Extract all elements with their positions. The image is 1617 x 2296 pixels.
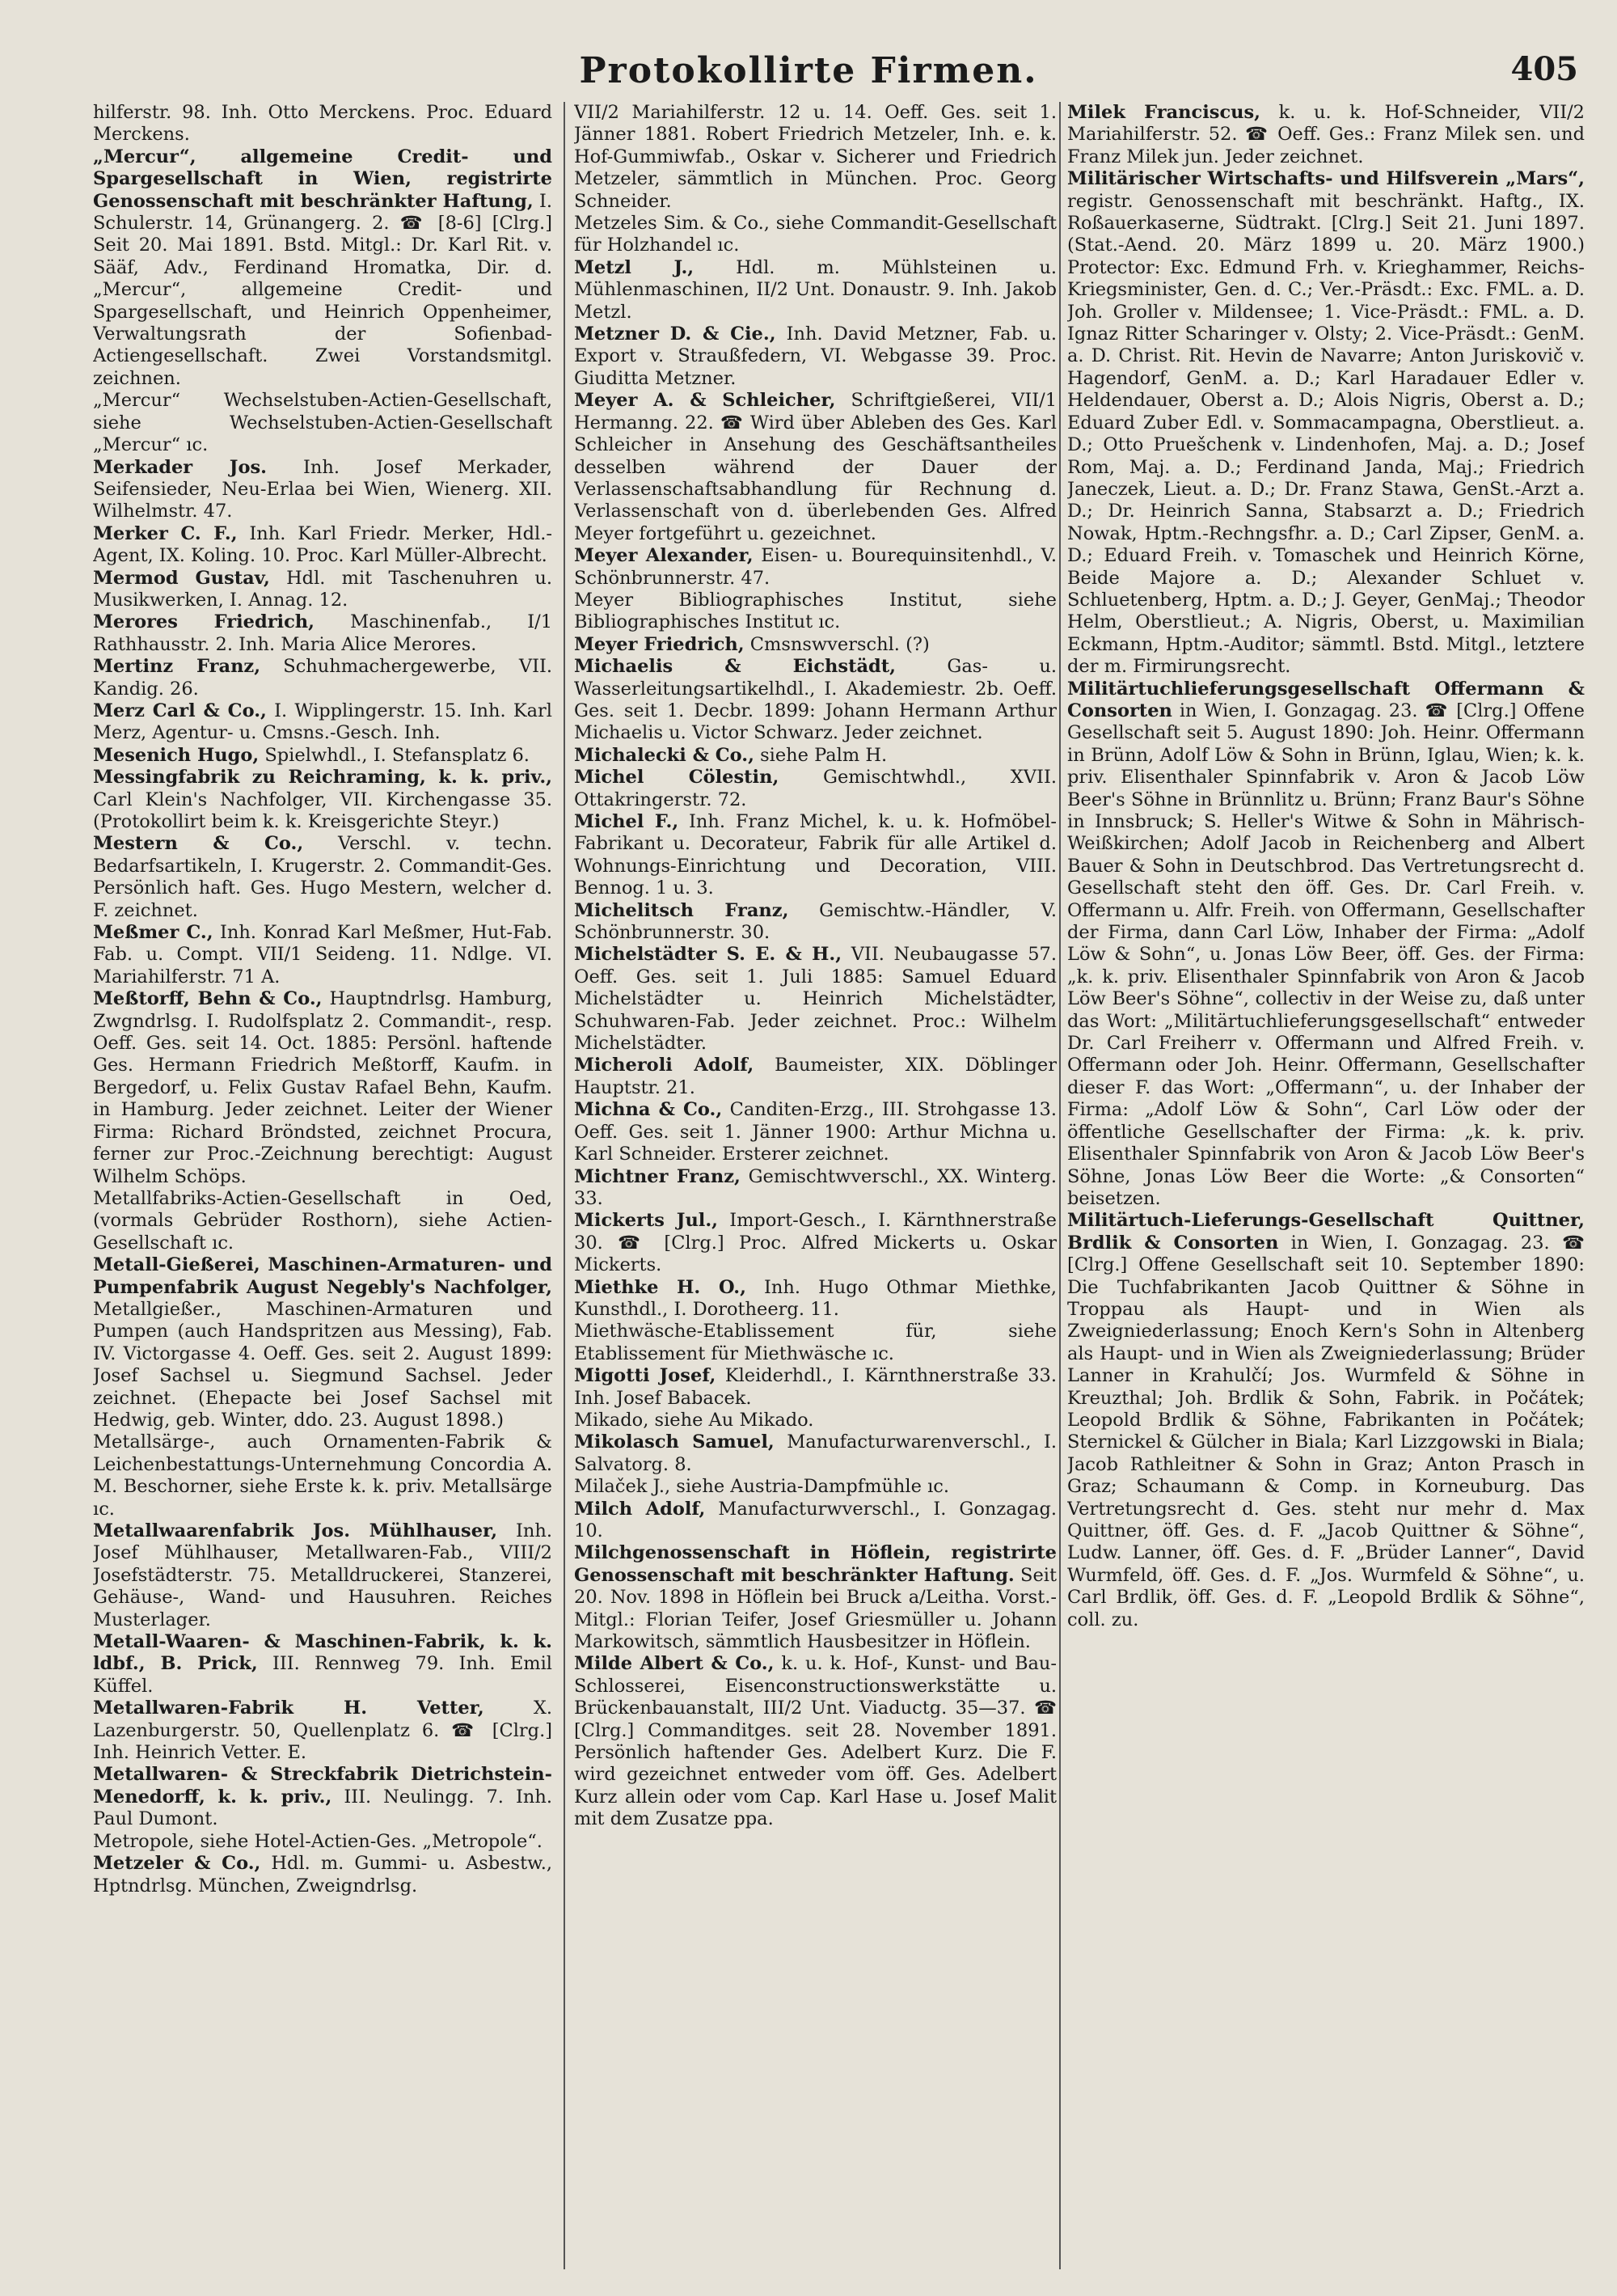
directory-entry bbox=[574, 1166, 1057, 1211]
entry-details: Cmsnswverschl. (?) bbox=[749, 633, 930, 655]
firm-name: Miethke H. O., bbox=[574, 1276, 746, 1298]
directory-entry bbox=[574, 900, 1057, 945]
directory-entry bbox=[93, 1254, 552, 1431]
firm-name: „Mercur“, allgemeine Credit- und Spargesellschaft in Wien, registrirte Genossenschaft mit beschränkter Haftung, bbox=[93, 146, 552, 212]
firm-name: Michna & Co., bbox=[574, 1099, 723, 1121]
column-divider bbox=[1059, 102, 1061, 2269]
directory-entry bbox=[574, 590, 1057, 634]
firm-name: Metallwaarenfabrik Jos. Mühlhauser, bbox=[93, 1520, 498, 1541]
firm-name: Micheroli Adolf, bbox=[574, 1055, 754, 1076]
firm-name: Messingfabrik zu Reichraming, k. k. priv., bbox=[93, 767, 552, 789]
firm-name: Milchgenossenschaft in Höflein, registrirte Genossenschaft mit beschränkter Haftung. bbox=[574, 1542, 1057, 1586]
entry-details: VII. Neubaugasse 57. Oeff. Ges. seit 1. Juli 1885: Samuel Eduard Michelstädter u. Heinrich Michelstädter, Schuhwaren-Fab. Jeder zeichnet. Proc.: Wilhelm Michelstädter. bbox=[574, 944, 1057, 1055]
firm-name: Meßtorff, Behn & Co., bbox=[93, 988, 323, 1010]
entry-details: Import-Gesch., I. Kärnthnerstraße 30. ☎ [Clrg.] Proc. Alfred Mickerts u. Oskar Mickerts. bbox=[574, 1210, 1057, 1276]
directory-entry bbox=[574, 1055, 1057, 1099]
directory-entry bbox=[93, 102, 552, 146]
firm-name: Michel F., bbox=[574, 811, 679, 832]
firm-name: Metzner D. & Cie., bbox=[574, 323, 776, 345]
entry-details: Metallgießer., Maschinen-Armaturen und Pumpen (auch Handspritzen aus Messing), Fab. IV. Victorgasse 4. Oeff. Ges. seit 2. August 1899: Josef Sachsel u. Siegmund Sachsel. Jeder zeichnet. (Ehepacte bei Josef Sachsel mit Hedwig, geb. Winter, ddo. 23. August 1898.) bbox=[93, 1298, 552, 1431]
column-middle bbox=[574, 102, 1057, 2277]
firm-name: Metall-Waaren- & Maschinen-Fabrik, k. k. ldbf., B. Prick, bbox=[93, 1631, 552, 1675]
entry-details: Metallsärge-, auch Ornamenten-Fabrik & Leichenbestattungs-Unternehmung Concordia A. M. Beschorner, siehe Erste k. k. priv. Metallsärge ıc. bbox=[93, 1431, 552, 1520]
firm-name: Metzl J., bbox=[574, 256, 695, 278]
entry-details: Gemischtw.-Händler, V. Schönbrunnerstr. 30. bbox=[574, 899, 1057, 944]
directory-entry bbox=[574, 257, 1057, 323]
directory-entry bbox=[93, 1853, 552, 1897]
firm-name: Migotti Josef, bbox=[574, 1365, 716, 1387]
page-header bbox=[0, 50, 1617, 107]
firm-name: Michelstädter S. E. & H., bbox=[574, 944, 842, 966]
entry-details: Inh. Konrad Karl Meßmer, Hut-Fab. Fab. u. Compt. VII/1 Seideng. 11. Ndlge. VI. Mariahilferstr. 71 A. bbox=[93, 922, 552, 987]
entry-details: „Mercur“ Wechselstuben-Actien-Gesellschaft, siehe Wechselstuben-Actien-Gesellschaft „Mercur“ ıc. bbox=[93, 390, 552, 456]
firm-name: Mesenich Hugo, bbox=[93, 744, 260, 766]
entry-details: I. Wipplingerstr. 15. Inh. Karl Merz, Agentur- u. Cmsns.-Gesch. Inh. bbox=[93, 700, 552, 744]
entry-details: Spielwhdl., I. Stefansplatz 6. bbox=[264, 744, 530, 766]
entry-details: Metzeles Sim. & Co., siehe Commandit-Gesellschaft für Holzhandel ıc. bbox=[574, 213, 1057, 256]
firm-name: Meyer Alexander, bbox=[574, 545, 754, 567]
entry-details: Inh. Josef Mühlhauser, Metallwaren-Fab., VIII/2 Josefstädterstr. 75. Metalldruckerei, Stanzerei, Gehäuse-, Wand- und Hausuhren. Reiches Musterlager. bbox=[93, 1520, 552, 1630]
directory-entry bbox=[574, 1099, 1057, 1165]
directory-entry bbox=[574, 811, 1057, 900]
firm-name: Metallwaren- & Streckfabrik Dietrichstein-Menedorff, k. k. priv., bbox=[93, 1764, 552, 1808]
directory-entry bbox=[93, 390, 552, 456]
directory-entry bbox=[1067, 102, 1585, 168]
entry-details: in Wien, I. Gonzagag. 23. ☎ [Clrg.] Offene Gesellschaft seit 5. August 1890: Joh. Heinr. Offermann in Brünn, Adolf Löw & Sohn in Brünn, Iglau, Wien; k. k. priv. Elisenthaler Spinnfabrik v. Aron & Jacob Löw Beer's Söhne in Brünnlitz u. Brünn; Franz Baur's Söhne in Innsbruck; S. Heller's Witwe & Sohn in Mährisch-Weißkirchen; Adolf Jacob in Reichenberg and Albert Bauer & Sohn in Deutschbrod. Das Vertretungsrecht d. Gesellschaft steht den öff. Ges. Dr. Carl Freih. v. Offermann u. Alfr. Freih. von Offermann, Gesellschafter der Firma, dann Carl Löw, Inhaber der Firma: „Adolf Löw & Sohn“, u. Jonas Löw Beer, öff. Ges. der Firma: „k. k. priv. Elisenthaler Spinnfabrik von Aron & Jacob Löw Beer's Söhne“, collectiv in der Weise zu, daß unter das Wort: „Militärtuchlieferungsgesellschaft“ entweder Dr. Carl Freiherr v. Offermann und Alfred Freih. v. Offermann oder Joh. Heinr. Offermann, Gesellschafter dieser F. das Wort: „Offermann“, u. der Inhaber der Firma: „Adolf Löw & Sohn“, Carl Löw oder der öffentliche Gesellschafter der Firma: „k. k. priv. Elisenthaler Spinnfabrik von Aron & Jacob Löw Beer's Söhne, Jonas Löw Beer die Worte: „& Consorten“ beisetzen. bbox=[1067, 700, 1585, 1209]
directory-entry bbox=[574, 1210, 1057, 1276]
firm-name: Mickerts Jul., bbox=[574, 1210, 719, 1232]
entry-details: Baumeister, XIX. Döblinger Hauptstr. 21. bbox=[574, 1055, 1057, 1098]
directory-entry bbox=[574, 767, 1057, 811]
entry-details: Seit 20. Nov. 1898 in Höflein bei Bruck a/Leitha. Vorst.-Mitgl.: Florian Teifer, Josef Griesmüller u. Johann Markowitsch, sämmtlich Hausbesitzer in Höflein. bbox=[574, 1564, 1057, 1653]
firm-name: Michtner Franz, bbox=[574, 1165, 741, 1187]
entry-details: III. Neulingg. 7. Inh. Paul Dumont. bbox=[93, 1786, 552, 1830]
firm-name: Milch Adolf, bbox=[574, 1498, 706, 1520]
entry-details: Gemischtwverschl., XX. Winterg. 33. bbox=[574, 1165, 1057, 1209]
entry-details: Miethwäsche-Etablissement für, siehe Etablissement für Miethwäsche ıc. bbox=[574, 1321, 1057, 1364]
directory-entry bbox=[574, 944, 1057, 1055]
directory-entry bbox=[93, 1698, 552, 1764]
directory-entry bbox=[574, 390, 1057, 545]
page-number: 405 bbox=[1510, 50, 1578, 88]
directory-entry bbox=[574, 656, 1057, 745]
directory-entry bbox=[1067, 679, 1585, 1211]
entry-details: in Wien, I. Gonzagag. 23. ☎ [Clrg.] Offene Gesellschaft seit 10. September 1890: Die Tuchfabrikanten Jacob Quittner & Söhne in Troppau als Haupt- und in Wien als Zweigniederlassung; Enoch Kern's Sohn in Altenberg als Haupt- und in Wien als Zweigniederlassung; Brüder Lanner in Krahulčí; Jos. Wurmfeld & Söhne in Kreuzthal; Joh. Brdlik & Sohn, Fabrik. in Počátek; Leopold Brdlik & Söhne, Fabrikanten in Počátek; Sternickel & Gülcher in Biala; Karl Lizzgowski in Biala; Jacob Rathleitner & Sohn in Graz; Anton Prasch in Graz; Schaumann & Comp. in Korneuburg. Das Vertretungsrecht d. Ges. steht nur mehr d. Max Quittner, öff. Ges. d. F. „Jacob Quittner & Söhne“, Ludw. Lanner, öff. Ges. d. F. „Brüder Lanner“, David Wurmfeld, öff. Ges. d. F. „Jos. Wurmfeld & Söhne“, u. Carl Brdlik, öff. Ges. d. F. „Leopold Brdlik & Söhne“, coll. zu. bbox=[1067, 1232, 1585, 1630]
entry-details: Schriftgießerei, VII/1 Hermanng. 22. ☎ Wird über Ableben des Ges. Karl Schleicher in Ansehung des Geschäftsantheiles desselben während der Dauer der Verlassenschaftsabhandlung für Rechnung d. Verlassenschaft von d. überlebenden Ges. Alfred Meyer fortgeführt u. gezeichnet. bbox=[574, 390, 1057, 544]
column-left bbox=[93, 102, 552, 2277]
entry-details: k. u. k. Hof-Schneider, VII/2 Mariahilferstr. 52. ☎ Oeff. Ges.: Franz Milek sen. und Franz Milek jun. Jeder zeichnet. bbox=[1067, 102, 1585, 167]
firm-name: Mertinz Franz, bbox=[93, 656, 261, 678]
directory-entry bbox=[93, 656, 552, 700]
entry-details: Carl Klein's Nachfolger, VII. Kirchengasse 35. (Protokollirt beim k. k. Kreisgerichte Steyr.) bbox=[93, 789, 552, 832]
entry-details: Mikado, siehe Au Mikado. bbox=[574, 1409, 814, 1431]
directory-entry bbox=[93, 700, 552, 745]
directory-entry bbox=[574, 1365, 1057, 1410]
directory-entry bbox=[93, 611, 552, 656]
entry-details: siehe Palm H. bbox=[760, 744, 888, 766]
firm-name: Meßmer C., bbox=[93, 922, 213, 944]
firm-name: Militärtuchlieferungsgesellschaft Offermann & Consorten bbox=[1067, 678, 1585, 721]
firm-name: Milde Albert & Co., bbox=[574, 1653, 775, 1675]
column-divider bbox=[564, 102, 565, 2269]
firm-name: Metallwaren-Fabrik H. Vetter, bbox=[93, 1698, 484, 1719]
entry-details: Metallfabriks-Actien-Gesellschaft in Oed, (vormals Gebrüder Rosthorn), siehe Actien-Gesellschaft ıc. bbox=[93, 1187, 552, 1254]
entry-details: Inh. Karl Friedr. Merker, Hdl.-Agent, IX. Koling. 10. Proc. Karl Müller-Albrecht. bbox=[93, 522, 552, 567]
directory-entry bbox=[93, 1631, 552, 1698]
entry-details: Hdl. m. Mühlsteinen u. Mühlenmaschinen, II/2 Unt. Donaustr. 9. Inh. Jakob Metzl. bbox=[574, 256, 1057, 323]
firm-name: Michelitsch Franz, bbox=[574, 899, 789, 921]
entry-details: Kleiderhdl., I. Kärnthnerstraße 33. Inh. Josef Babacek. bbox=[574, 1365, 1057, 1409]
firm-name: Merker C. F., bbox=[93, 522, 238, 544]
directory-entry bbox=[574, 545, 1057, 590]
entry-details: Inh. Hugo Othmar Miethke, Kunsthdl., I. Dorotheerg. 11. bbox=[574, 1276, 1057, 1320]
firm-name: Milek Franciscus, bbox=[1067, 102, 1261, 123]
directory-entry bbox=[574, 1542, 1057, 1653]
entry-details: X. Lazenburgerstr. 50, Quellenplatz 6. ☎ [Clrg.] Inh. Heinrich Vetter. E. bbox=[93, 1698, 552, 1764]
entry-details: Verschl. v. techn. Bedarfsartikeln, I. Krugerstr. 2. Commandit-Ges. Persönlich haft. Ges. Hugo Mestern, welcher d. F. zeichnet. bbox=[93, 833, 552, 921]
firm-name: Merz Carl & Co., bbox=[93, 700, 267, 721]
entry-details: Maschinenfab., I/1 Rathhausstr. 2. Inh. Maria Alice Merores. bbox=[93, 611, 552, 655]
directory-entry bbox=[574, 323, 1057, 390]
firm-name: Metall-Gießerei, Maschinen-Armaturen- und Pumpenfabrik August Negebly's Nachfolger, bbox=[93, 1254, 552, 1298]
entry-details: Canditen-Erzg., III. Strohgasse 13. Oeff. Ges. seit 1. Jänner 1900: Arthur Michna u. Karl Schneider. Ersterer zeichnet. bbox=[574, 1099, 1057, 1165]
directory-entry bbox=[574, 1476, 1057, 1498]
firm-name: Michalecki & Co., bbox=[574, 744, 754, 766]
entry-details: III. Rennweg 79. Inh. Emil Küffel. bbox=[93, 1653, 552, 1697]
entry-details: Inh. Josef Merkader, Seifensieder, Neu-Erlaa bei Wien, Wienerg. XII. Wilhelmstr. 47. bbox=[93, 456, 552, 522]
directory-entry bbox=[93, 1431, 552, 1520]
directory-entry bbox=[574, 634, 1057, 656]
directory-entry bbox=[93, 523, 552, 568]
entry-details: Gas- u. Wasserleitungsartikelhdl., I. Akademiestr. 2b. Oeff. Ges. seit 1. Decbr. 1899: Johann Hermann Arthur Michaelis u. Victor Schwarz. Jeder zeichnet. bbox=[574, 656, 1057, 744]
entry-details: Hdl. mit Taschenuhren u. Musikwerken, I. Annag. 12. bbox=[93, 567, 552, 611]
entry-details: Metropole, siehe Hotel-Actien-Ges. „Metropole“. bbox=[93, 1830, 543, 1852]
entry-details: I. Schulerstr. 14, Grünangerg. 2. ☎ [8-6] [Clrg.] Seit 20. Mai 1891. Bstd. Mitgl.: Dr. Karl Rit. v. Sääf, Adv., Ferdinand Hromatka, Dir. d. „Mercur“, allgemeine Credit- und Spargesellschaft, und Heinrich Oppenheimer, Verwaltungsrath der Sofienbad-Actiengesellschaft. Zwei Vorstandsmitgl. zeichnen. bbox=[93, 190, 552, 389]
firm-name: Meyer Friedrich, bbox=[574, 633, 745, 655]
directory-entry bbox=[93, 568, 552, 612]
directory-entry bbox=[93, 745, 552, 767]
firm-name: Meyer A. & Schleicher, bbox=[574, 390, 836, 412]
entry-details: Hauptndrlsg. Hamburg, Zwgndrlsg. I. Rudolfsplatz 2. Commandit-, resp. Oeff. Ges. seit 14. Oct. 1885: Persönl. haftende Ges. Hermann Friedrich Meßtorff, Kaufm. in Bergedorf, u. Felix Gustav Rafael Behn, Kaufm. in Hamburg. Jeder zeichnet. Leiter der Wiener Firma: Richard Bröndsted, zeichnet Procura, ferner zur Proc.-Zeichnung berechtigt: August Wilhelm Schöps. bbox=[93, 988, 552, 1187]
firm-name: Militärtuch-Lieferungs-Gesellschaft Quittner, Brdlik & Consorten bbox=[1067, 1210, 1585, 1254]
firm-name: Mermod Gustav, bbox=[93, 567, 270, 589]
firm-name: Militärischer Wirtschafts- und Hilfsverein „Mars“, bbox=[1067, 168, 1585, 190]
directory-entry bbox=[574, 1653, 1057, 1830]
directory-entry bbox=[93, 833, 552, 922]
directory-entry bbox=[574, 1410, 1057, 1431]
directory-entry bbox=[93, 767, 552, 833]
firm-name: Metzeler & Co., bbox=[93, 1853, 261, 1875]
directory-entry bbox=[574, 1277, 1057, 1321]
column-right bbox=[1067, 102, 1585, 2277]
entry-details: Hdl. m. Gummi- u. Asbestw., Hptndrlsg. München, Zweigndrlsg. bbox=[93, 1853, 552, 1896]
firm-name: Merkader Jos. bbox=[93, 456, 267, 478]
entry-details: Inh. Franz Michel, k. u. k. Hofmöbel-Fabrikant u. Decorateur, Fabrik für alle Artikel d. Wohnungs-Einrichtung und Decoration, VIII. Bennog. 1 u. 3. bbox=[574, 811, 1057, 899]
entry-details: Manufacturwverschl., I. Gonzagag. 10. bbox=[574, 1498, 1057, 1541]
entry-details: VII/2 Mariahilferstr. 12 u. 14. Oeff. Ges. seit 1. Jänner 1881. Robert Friedrich Metzeler, Inh. e. k. Hof-Gummiwfab., Oskar v. Sicherer und Friedrich Metzeler, sämmtlich in München. Proc. Georg Schneider. bbox=[574, 102, 1057, 212]
directory-entry bbox=[574, 745, 1057, 767]
directory-entry bbox=[93, 922, 552, 988]
entry-details: Manufacturwarenverschl., I. Salvatorg. 8. bbox=[574, 1431, 1057, 1475]
directory-entry bbox=[574, 1499, 1057, 1543]
firm-name: Mikolasch Samuel, bbox=[574, 1431, 775, 1453]
directory-entry bbox=[1067, 168, 1585, 678]
firm-name: Michaelis & Eichstädt, bbox=[574, 656, 896, 678]
directory-entry bbox=[93, 1831, 552, 1853]
directory-entry bbox=[93, 1764, 552, 1830]
firm-name: Mestern & Co., bbox=[93, 833, 304, 855]
page-title: Protokollirte Firmen. bbox=[579, 50, 1038, 91]
directory-entry bbox=[93, 1520, 552, 1631]
entry-details: Milaček J., siehe Austria-Dampfmühle ıc. bbox=[574, 1476, 950, 1498]
directory-entry bbox=[574, 1431, 1057, 1476]
directory-entry bbox=[574, 1321, 1057, 1365]
directory-entry bbox=[93, 988, 552, 1188]
entry-details: k. u. k. Hof-, Kunst- und Bau-Schlosserei, Eisenconstructionswerkstätte u. Brückenbauanstalt, III/2 Unt. Viaductg. 35—37. ☎ [Clrg.] Commanditges. seit 28. November 1891. Persönlich haftender Ges. Adelbert Kurz. Die F. wird gezeichnet entweder vom öff. Ges. Adelbert Kurz allein oder vom Cap. Karl Hase u. Josef Malit mit dem Zusatze ppa. bbox=[574, 1653, 1057, 1830]
entry-details: hilferstr. 98. Inh. Otto Merckens. Proc. Eduard Merckens. bbox=[93, 102, 552, 146]
directory-entry bbox=[574, 213, 1057, 257]
directory-entry bbox=[1067, 1210, 1585, 1631]
directory-entry bbox=[93, 457, 552, 523]
firm-name: Merores Friedrich, bbox=[93, 611, 315, 633]
directory-entry bbox=[93, 1188, 552, 1254]
entry-details: Eisen- u. Bourequinsitenhdl., V. Schönbrunnerstr. 47. bbox=[574, 545, 1057, 589]
entry-details: registr. Genossenschaft mit beschränkt. Haftg., IX. Roßauerkaserne, Südtrakt. [Clrg.] Seit 21. Juni 1897. (Stat.-Aend. 20. März 1899 u. 20. März 1900.) Protector: Exc. Edmund Frh. v. Krieghammer, Reichs-Kriegsminister, Gen. d. C.; Ver.-Präsdt.: Exc. FML. a. D. Joh. Groller v. Mildensee; 1. Vice-Präsdt.: FML. a. D. Ignaz Ritter Scharinger v. Olsty; 2. Vice-Präsdt.: GenM. a. D. Christ. Rit. Hevin de Navarre; Anton Juriskovič v. Hagendorf, GenM. a. D.; Karl Haradauer Edler v. Heldendauer, Oberst a. D.; Alois Nigris, Oberst a. D.; Eduard Zuber Edl. v. Sommacampagna, Oberstlieut. a. D.; Otto Pruešchenk v. Lindenhofen, Maj. a. D.; Josef Rom, Maj. a. D.; Ferdinand Janda, Maj.; Friedrich Janeczek, Lieut. a. D.; Dr. Franz Stawa, GenSt.-Arzt a. D.; Dr. Heinrich Sanna, Stabsarzt a. D.; Friedrich Nowak, Hptm.-Rechngsfhr. a. D.; Carl Zipser, GenM. a. D.; Eduard Freih. v. Tomaschek und Heinrich Körne, Beide Majore a. D.; Alexander Schluet v. Schluetenberg, Hptm. a. D.; J. Geyer, GenMaj.; Theodor Helm, Oberstlieut.; A. Nigris, Oberst, u. Maximilian Eckmann, Hptm.-Auditor; sämmtl. Bstd. Mitgl., letztere der m. Firmirungsrecht. bbox=[1067, 190, 1585, 678]
directory-entry bbox=[93, 146, 552, 390]
entry-details: Schuhmachergewerbe, VII. Kandig. 26. bbox=[93, 656, 552, 700]
entry-details: Inh. David Metzner, Fab. u. Export v. Straußfedern, VI. Webgasse 39. Proc. Giuditta Metzner. bbox=[574, 323, 1057, 389]
directory-entry bbox=[574, 102, 1057, 213]
firm-name: Michel Cölestin, bbox=[574, 767, 779, 789]
entry-details: Meyer Bibliographisches Institut, siehe Bibliographisches Institut ıc. bbox=[574, 589, 1057, 633]
entry-details: Gemischtwhdl., XVII. Ottakringerstr. 72. bbox=[574, 767, 1057, 810]
